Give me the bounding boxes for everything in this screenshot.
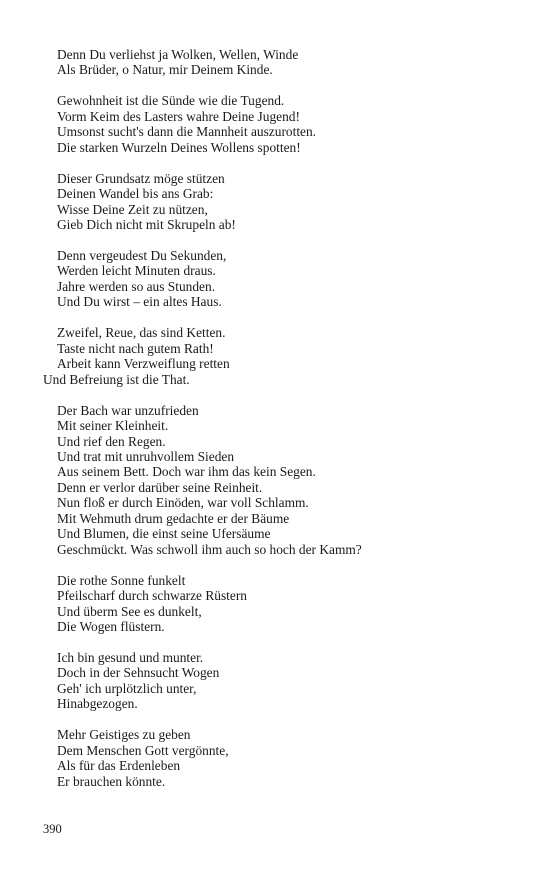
verse-line: Mit Wehmuth drum gedachte er der Bäume bbox=[57, 510, 290, 526]
verse-line: Doch in der Sehnsucht Wogen bbox=[57, 665, 220, 681]
stanza bbox=[0, 248, 550, 310]
poem-body bbox=[0, 47, 550, 805]
stanza bbox=[0, 727, 550, 789]
verse-line: Als für das Erdenleben bbox=[57, 758, 181, 774]
verse-line: Gieb Dich nicht mit Skrupeln ab! bbox=[57, 217, 236, 233]
verse-line: Jahre werden so aus Stunden. bbox=[57, 278, 216, 294]
verse-line: Gewohnheit ist die Sünde wie die Tugend. bbox=[57, 93, 285, 109]
verse-line: Ich bin gesund und munter. bbox=[57, 650, 204, 665]
verse-line: Und Du wirst – ein altes Haus. bbox=[57, 294, 222, 310]
verse-line: Taste nicht nach gutem Rath! bbox=[57, 340, 214, 356]
verse-line: Als Brüder, o Natur, mir Deinem Kinde. bbox=[57, 62, 273, 78]
verse-line: Mehr Geistiges zu geben bbox=[57, 727, 191, 743]
stanza bbox=[0, 47, 550, 78]
verse-line: Dem Menschen Gott vergönnte, bbox=[57, 742, 229, 758]
verse-line: Und Befreiung ist die That. bbox=[43, 371, 190, 387]
stanza bbox=[0, 325, 550, 387]
verse-line: Der Bach war unzufrieden bbox=[57, 402, 199, 418]
verse-line: Mit seiner Kleinheit. bbox=[57, 418, 169, 434]
verse-line: Und trat mit unruhvollem Sieden bbox=[57, 449, 235, 465]
stanza bbox=[0, 650, 550, 712]
page-number: 390 bbox=[43, 822, 62, 836]
verse-line: Geschmückt. Was schwoll ihm auch so hoch der Kamm? bbox=[57, 541, 362, 557]
verse-line: Pfeilscharf durch schwarze Rüstern bbox=[57, 588, 247, 604]
verse-line: Und überm See es dunkelt, bbox=[57, 603, 202, 619]
verse-line: Hinabgezogen. bbox=[57, 696, 138, 712]
verse-line: Zweifel, Reue, das sind Ketten. bbox=[57, 325, 226, 341]
verse-line: Die rothe Sonne funkelt bbox=[57, 572, 186, 588]
verse-line: Denn er verlor darüber seine Reinheit. bbox=[57, 479, 263, 495]
verse-line: Die Wogen flüstern. bbox=[57, 619, 165, 635]
stanza bbox=[0, 171, 550, 233]
verse-line: Umsonst sucht's dann die Mannheit auszurotten. bbox=[57, 124, 317, 140]
verse-line: Vorm Keim des Lasters wahre Deine Jugend! bbox=[57, 108, 300, 124]
verse-line: Deinen Wandel bis ans Grab: bbox=[57, 186, 214, 202]
verse-line: Geh' ich urplötzlich unter, bbox=[57, 680, 197, 696]
stanza bbox=[0, 403, 550, 558]
verse-line: Und rief den Regen. bbox=[57, 433, 166, 449]
verse-line: Denn Du verliehst ja Wolken, Wellen, Winde bbox=[57, 47, 299, 62]
verse-line: Arbeit kann Verzweiflung retten bbox=[57, 356, 230, 372]
verse-line: Denn vergeudest Du Sekunden, bbox=[57, 248, 227, 264]
verse-line: Aus seinem Bett. Doch war ihm das kein Segen. bbox=[57, 464, 316, 480]
verse-line: Werden leicht Minuten draus. bbox=[57, 263, 216, 279]
verse-line: Dieser Grundsatz möge stützen bbox=[57, 170, 225, 186]
verse-line: Die starken Wurzeln Deines Wollens spotten! bbox=[57, 139, 301, 155]
verse-line: Nun floß er durch Einöden, war voll Schlamm. bbox=[57, 495, 309, 511]
stanza bbox=[0, 93, 550, 155]
verse-line: Wisse Deine Zeit zu nützen, bbox=[57, 201, 208, 217]
stanza bbox=[0, 573, 550, 635]
verse-line: Er brauchen könnte. bbox=[57, 773, 166, 789]
verse-line: Und Blumen, die einst seine Ufersäume bbox=[57, 526, 271, 542]
